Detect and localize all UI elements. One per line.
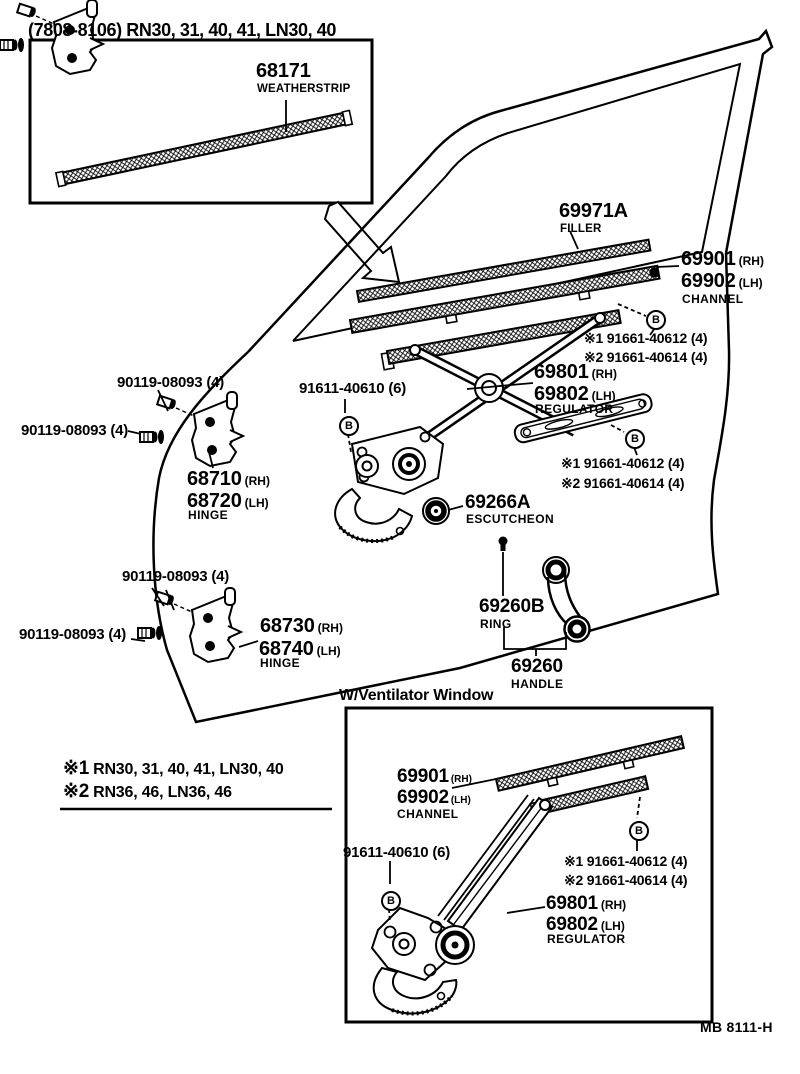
label-handle-number: 69260: [511, 656, 563, 677]
label-hinge-lower-rh: 68730 (RH): [260, 615, 343, 637]
label-vent-regulator-bolt: 91611-40610 (6): [343, 844, 451, 861]
label-filler-name: FILLER: [560, 223, 602, 235]
vent-box-title: W/Ventilator Window: [339, 687, 494, 704]
label-hinge-upper-name: HINGE: [188, 508, 229, 522]
hinge-lower-drawing: [138, 588, 241, 662]
bolt-marker-b-vent-regulator: B: [381, 891, 401, 911]
label-escutcheon-name: ESCUTCHEON: [466, 512, 555, 526]
label-escutcheon-number: 69266A: [465, 492, 531, 513]
label-regulator-rh: 69801 (RH): [534, 361, 617, 383]
handle-drawing: [543, 557, 590, 642]
label-weatherstrip-name: WEATHERSTRIP: [257, 83, 351, 95]
label-vent-regulator-lh: 69802 (LH): [546, 914, 625, 935]
bolt-marker-b-vent-channel: B: [629, 821, 649, 841]
label-fastener-mid-1: ※1 91661-40612 (4): [561, 455, 685, 471]
hinge-upper-drawing: [140, 392, 243, 466]
label-regulator-bolt: 91611-40610 (6): [299, 380, 407, 397]
escutcheon-drawing: [423, 498, 449, 524]
label-hinge-upper-rh: 68710 (RH): [187, 468, 270, 490]
label-hinge-upper-lh: 68720 (LH): [187, 490, 269, 512]
label-hinge-lower-name: HINGE: [260, 656, 301, 670]
label-weatherstrip-number: 68171: [256, 60, 311, 82]
bolt-marker-b-channel: B: [646, 310, 666, 330]
label-filler-number: 69971A: [559, 200, 628, 222]
label-handle-name: HANDLE: [511, 677, 564, 691]
label-vent-channel-lh: 69902 (LH): [397, 787, 471, 808]
label-channel-lh: 69902 (LH): [681, 270, 763, 292]
pointer-arrow: [325, 202, 399, 282]
label-hinge-upper-bolt-top: 90119-08093 (4): [117, 374, 225, 391]
ring-drawing: [499, 537, 508, 552]
label-fastener-top-2: ※2 91661-40614 (4): [584, 349, 708, 365]
label-vent-channel-rh: 69901 (RH): [397, 766, 472, 787]
applicability-title: (7808-8106) RN30, 31, 40, 41, LN30, 40: [28, 20, 337, 40]
label-hinge-lower-bolt-left: 90119-08093 (4): [19, 626, 127, 643]
label-fastener-mid-2: ※2 91661-40614 (4): [561, 475, 685, 491]
label-hinge-lower-lh: 68740 (LH): [259, 638, 341, 660]
figure-code: MB 8111-H: [700, 1019, 773, 1035]
label-channel-rh: 69901 (RH): [681, 248, 764, 270]
label-vent-regulator-name: REGULATOR: [547, 932, 626, 946]
bolt-marker-b-regulator: B: [339, 416, 359, 436]
weatherstrip-drawing: [56, 110, 352, 186]
label-vent-channel-name: CHANNEL: [397, 807, 459, 821]
label-regulator-lh: 69802 (LH): [534, 383, 616, 405]
label-channel-name: CHANNEL: [682, 292, 744, 306]
label-ring-number: 69260B: [479, 596, 545, 617]
label-fastener-top-1: ※1 91661-40612 (4): [584, 330, 708, 346]
label-vent-fastener-1: ※1 91661-40612 (4): [564, 853, 688, 869]
label-regulator-name: REGULATOR: [535, 402, 614, 416]
label-vent-regulator-rh: 69801 (RH): [546, 893, 627, 914]
label-hinge-upper-bolt-left: 90119-08093 (4): [21, 422, 129, 439]
label-vent-fastener-2: ※2 91661-40614 (4): [564, 872, 688, 888]
legend-line-1: ※1 RN30, 31, 40, 41, LN30, 40: [63, 758, 284, 779]
label-ring-name: RING: [480, 617, 512, 631]
legend-line-2: ※2 RN36, 46, LN36, 46: [63, 781, 232, 802]
bolt-marker-b-slider: B: [625, 429, 645, 449]
label-hinge-lower-bolt-top: 90119-08093 (4): [122, 568, 230, 585]
